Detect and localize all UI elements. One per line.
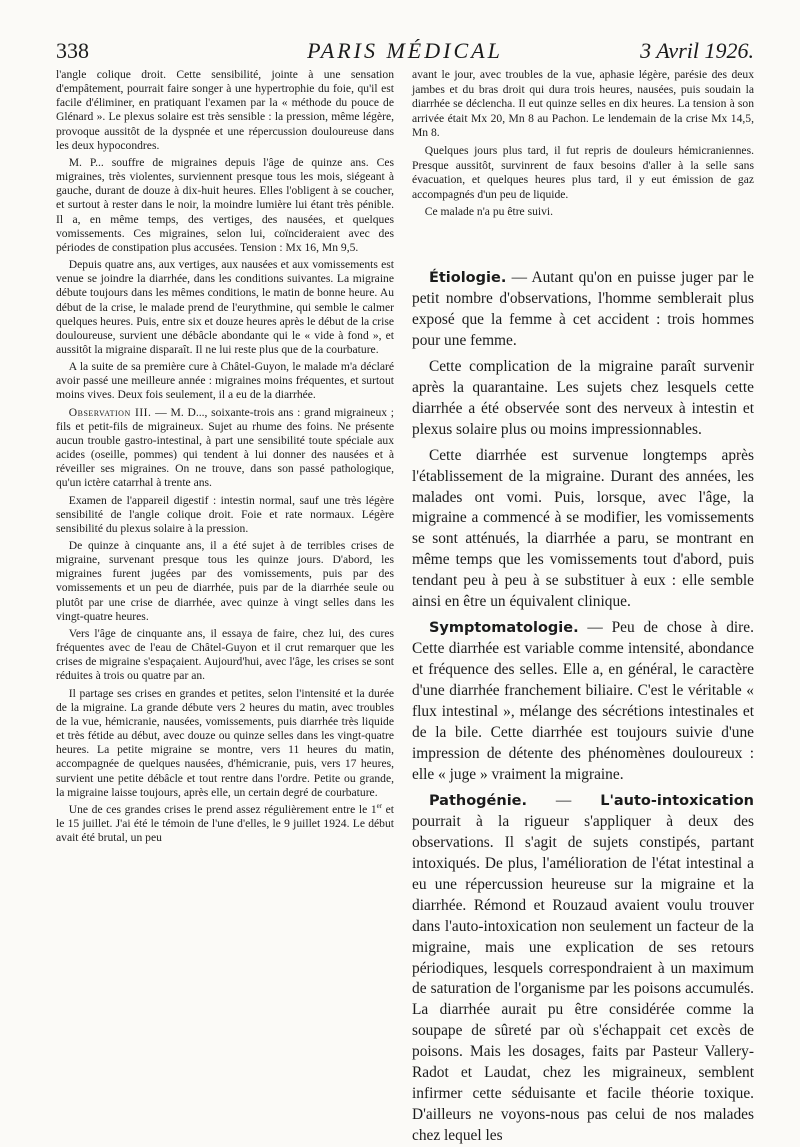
text-span: Une de ces grandes crises le prend assez régulièrement entre le 1 (68, 802, 377, 816)
section-text: pourrait à la rigueur s'appliquer à deux des observations. Il s'agit de sujets constipés, partant intoxiqués. De plus, l'amélioration de l'état intestinal a eu une répercussion heureuse sur la migraine et la diarrhée. Rémond et Rouzaud avaient voulu trouver dans l'auto-intoxication non seulement un facteur de la migraine, mais une explication de ses retours périodiques, lesquels correspondraient à un maximum de saturation de l'organisme par les poisons accumulés. La diarrhée aurait pu être considérée comme la soupape de sûreté par où s'échappait cet excès de poisons. Mais les dosages, faits par Pasteur Vallery-Radot et Laudat, chez les migraineux, semblent infirmer cette séduisante et facile théorie toxique. D'ailleurs ne voyons-nous pas celui de nos malades chez lequel les (412, 812, 754, 1145)
paragraph: avant le jour, avec troubles de la vue, aphasie légère, parésie des deux jambes et du bras droit qui dura trois heures, nausées, puis soudain la diarrhée se déclencha. Il eut quinze selles en dix heures. La tension à son arrivée était Mx 20, Mn 8 au Pachon. Le lendemain de la crise Mx 14,5, Mn 8. (412, 68, 754, 140)
paragraph: l'angle colique droit. Cette sensibilité, jointe à une sensation d'empâtement, pourrait faire songer à une hypertrophie du foie, qu'il est facile d'éliminer, en pratiquant l'examen par la « méthode du pouce de Glénard ». Le plexus solaire est très sensible : la pression, même légère, provoque aussitôt de la dyspnée et une répercussion douloureuse dans les deux hypocondres. (56, 68, 394, 152)
section-heading: Symptomatologie. (428, 620, 579, 637)
observation-label: Observation III. (68, 405, 152, 419)
section-heading: Étiologie. (428, 270, 507, 286)
paragraph: De quinze à cinquante ans, il a été sujet à de terribles crises de migraine, survenant presque tous les quinze jours. D'abord, les migraines furent jugées par des vomissements, puis par des vomissements et un peu de diarrhée, puis par de la diarrhée seule ou plutôt par une crise de diarrhée, avec quinze à vingt selles dans les vingt-quatre heures. (56, 539, 394, 623)
dash: — (527, 791, 601, 809)
observation-paragraph (56, 406, 394, 491)
paragraph: Quelques jours plus tard, il fut repris de douleurs hémicraniennes. Presque aussitôt, survinrent de faux besoins d'aller à la selle sans évacuation, et quelques heures plus tard, il y eut émission de gaz accompagnés d'un peu de liquide. (412, 143, 754, 201)
bold-term: L'auto-intoxication (600, 792, 754, 809)
section-heading: Pathogénie. (428, 792, 528, 809)
section-pathogenie (412, 791, 754, 1147)
paragraph: Ce malade n'a pu être suivi. (424, 205, 554, 219)
right-column-small (412, 68, 754, 258)
journal-title: PARIS MÉDICAL (307, 38, 503, 63)
superscript: er (376, 801, 383, 810)
paragraph: M. P... souffre de migraines depuis l'âge de quinze ans. Ces migraines, très violentes, surviennent presque tous les mois, siégeant à gauche, durant de douze à dix-huit heures. Elles l'obligent à se coucher, et surtout à rester dans le noir, la moindre lumière lui étant très pénible. Il a, en même temps, des vertiges, des nausées, et quelques vomissements. Ces migraines, selon lui, coïncideraient avec des périodes de constipation plus accusées. Tension : Mx 16, Mn 9,5. (56, 155, 394, 254)
paragraph: Cette complication de la migraine paraît survenir après la quarantaine. Les sujets chez lesquels cette diarrhée a été observée sont des nerveux à intestin et plexus solaire plus ou moins impressionnables. (412, 357, 754, 438)
section-symptomatologie (412, 618, 754, 786)
paragraph: Vers l'âge de cinquante ans, il essaya de faire, chez lui, des cures fréquentes avec de l'eau de Châtel-Guyon et il crut remarquer que les crises de migraine s'espaçaient. Aujourd'hui, avec l'âge, les crises se sont réduites à trois ou quatre par an. (56, 626, 394, 683)
section-text: — Autant qu'on en puisse juger par le petit nombre d'observations, l'homme semblerait plus exposé que la femme à cet accident : trois hommes pour une femme. (412, 269, 754, 349)
text-span: et le 15 juillet. J'ai été le témoin de l'une d'elles, le 9 juillet 1924. Le début avait été brutal, un peu (56, 802, 394, 845)
paragraph: Cette diarrhée est survenue longtemps après l'établissement de la migraine. Durant des années, les malades ont vomi. Puis, lorsque, avec l'âge, la migraine a commencé à se modifier, les vomissements se sont atténués, la diarrhée a paru, se montrant en même temps que les vomissements tout d'abord, puis tendant peu à peu à se substituer à eux : elle semble ainsi en être un équivalent clinique. (412, 446, 754, 611)
right-column-main (412, 268, 754, 1145)
issue-date: 3 Avril 1926. (640, 38, 754, 63)
section-text: — Peu de chose à dire. Cette diarrhée est variable comme intensité, abondance et fréquence des selles. Elle a, en général, le caractère d'une diarrhée franchement biliaire. C'est le véritable « flux intestinal », mélange des sécrétions intestinales et de la bile. Cette diarrhée est toujours suivie d'une impression de détente des phénomènes douloureux : elle « juge » vraiment la migraine. (412, 619, 754, 783)
left-column (56, 68, 394, 1118)
paragraph: A la suite de sa première cure à Châtel-Guyon, le malade m'a déclaré avoir passé une meilleure année : migraines moins fréquentes, et surtout moins vives. Deux fois seulement, il a eu de la diarrhée. (56, 360, 394, 402)
paragraph (56, 803, 394, 845)
paragraph: Depuis quatre ans, aux vertiges, aux nausées et aux vomissements est venue se joindre la diarrhée, dans les conditions suivantes. La migraine débute toujours dans les mêmes conditions, le matin de bonne heure. Au début de la crise, le malade prend de l'eurythmine, qui semble le calmer quelques heures. Puis, entre six et douze heures après le début de la crise douloureuse, survient une débâcle abondante qui le « vide à fond », et aussitôt la migraine disparaît. Il ne lui reste plus que de la courbature. (56, 258, 394, 356)
page-header (56, 38, 754, 68)
section-etiologie (412, 268, 754, 352)
observation-text: — M. D..., soixante-trois ans : grand migraineux ; fils et petit-fils de migraineux. Sujet au rhume des foins. Ne présente aucun trouble gastro-intestinal, à part une sensibilité toute spéciale aux acides (oseille, pommes) qui tendent à lui donner des nausées et à réveiller ses migraines. On ne trouve, dans son passé pathologique, qu'un ictère catarrhal à trente ans. (56, 405, 394, 490)
page-number: 338 (56, 38, 89, 63)
paragraph: Il partage ses crises en grandes et petites, selon l'intensité et la durée de la migraine. La grande débute vers 2 heures du matin, avec troubles de la vue, hémicranie, nausées, vomissements, puis diarrhée très liquide et très fétide au début, avec douze ou quinze selles dans les vingt-quatre heures. La petite migraine se montre, vers 11 heures du matin, accompagnée de quelques nausées, d'hémicranie, puis, vers 17 heures, survient une petite débâcle et tout rentre dans l'ordre. Petite ou grande, la migraine laisse toujours, après elle, un certain degré de courbature. (56, 686, 394, 799)
paragraph: Examen de l'appareil digestif : intestin normal, sauf une très légère sensibilité de l'angle colique droit. Foie et rate normaux. Légère sensibilité du plexus solaire à la pression. (56, 493, 394, 535)
